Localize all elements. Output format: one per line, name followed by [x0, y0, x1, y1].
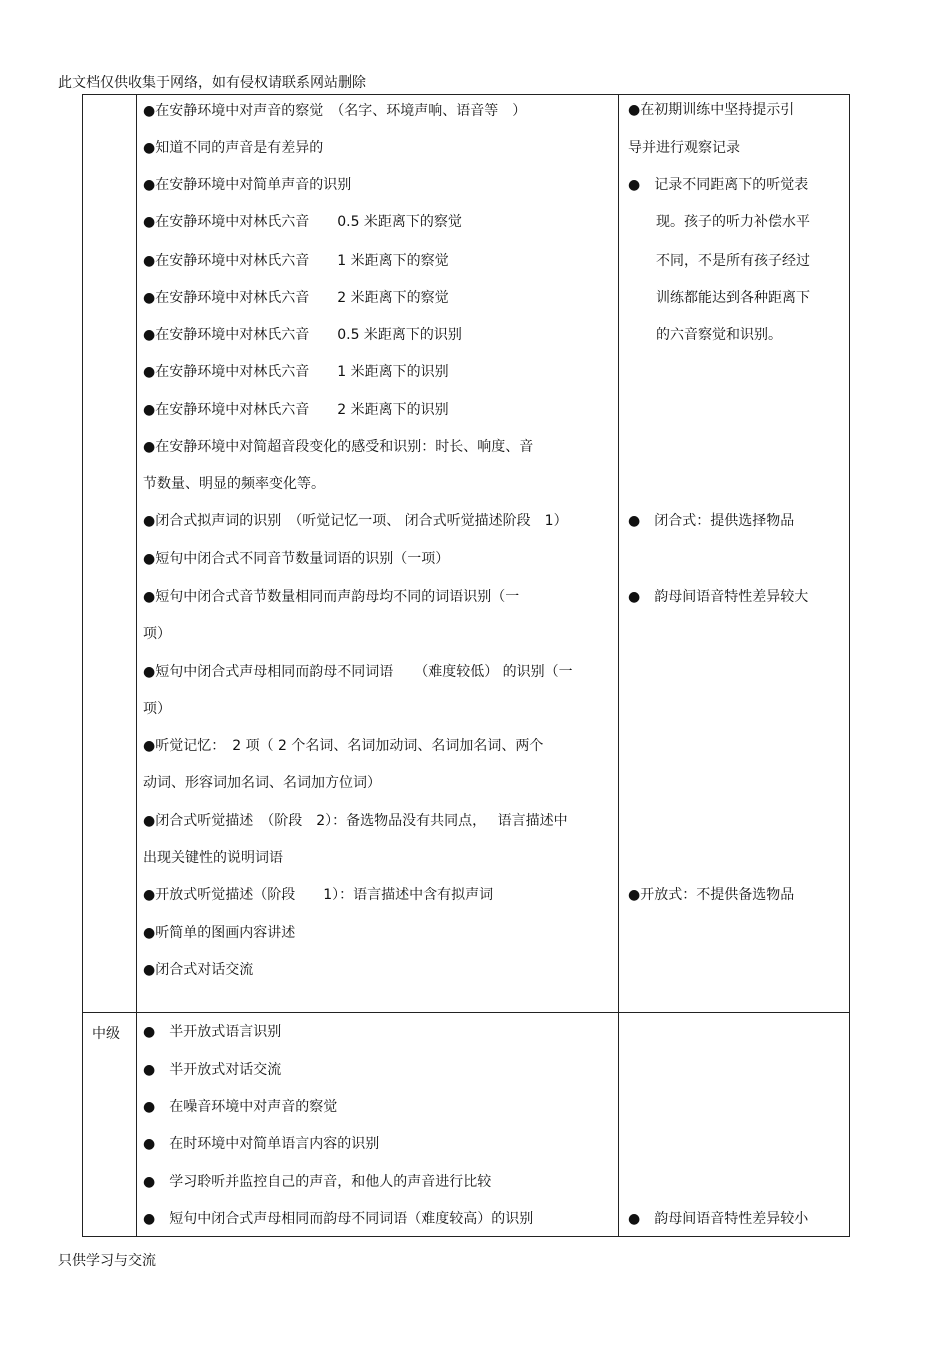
content-line: ●闭合式对话交流 — [143, 962, 254, 978]
content-line: ● 在噪音环境中对声音的察觉 — [143, 1099, 338, 1115]
note-line: 不同，不是所有孩子经过 — [628, 253, 810, 269]
content-line: ● 半开放式对话交流 — [143, 1062, 282, 1078]
content-line: ●在安静环境中对简单声音的识别 — [143, 177, 352, 193]
content-line: ●短句中闭合式不同音节数量词语的识别（一项） — [143, 551, 450, 567]
content-line: 动词、形容词加名词、名词加方位词） — [143, 775, 381, 791]
content-line: ●在安静环境中对林氏六音 2 米距离下的识别 — [143, 402, 449, 418]
content-line: ●短句中闭合式音节数量相同而声韵母均不同的词语识别（一 — [143, 589, 520, 605]
note-line: 导并进行观察记录 — [628, 140, 740, 156]
content-line: 项） — [143, 626, 171, 642]
note-line: ●开放式：不提供备选物品 — [628, 887, 795, 903]
content-line: ●在安静环境中对简超音段变化的感受和识别：时长、响度、音 — [143, 439, 534, 455]
content-line: ●在安静环境中对林氏六音 1 米距离下的察觉 — [143, 253, 449, 269]
content-line: ● 半开放式语言识别 — [143, 1024, 282, 1040]
content-line: ●在安静环境中对林氏六音 0.5 米距离下的察觉 — [143, 214, 462, 230]
content-line: ●开放式听觉描述（阶段 1）：语言描述中含有拟声词 — [143, 887, 494, 903]
content-line: 节数量、明显的频率变化等。 — [143, 476, 325, 492]
content-line: ●闭合式听觉描述 （阶段 2）：备选物品没有共同点， 语言描述中 — [143, 813, 568, 829]
note-line: ● 闭合式：提供选择物品 — [628, 513, 795, 529]
content-line: ●短句中闭合式声母相同而韵母不同词语 （难度较低） 的识别（一 — [143, 664, 573, 680]
content-line: ●在安静环境中对林氏六音 2 米距离下的察觉 — [143, 290, 449, 306]
content-line: ● 学习聆听并监控自己的声音，和他人的声音进行比较 — [143, 1174, 492, 1190]
content-line: 项） — [143, 701, 171, 717]
note-line: 现。孩子的听力补偿水平 — [628, 214, 810, 230]
footer-note: 只供学习与交流 — [58, 1253, 156, 1269]
content-line: 出现关键性的说明词语 — [143, 850, 283, 866]
note-line: ● 韵母间语音特性差异较小 — [628, 1211, 809, 1227]
content-line: ●在安静环境中对林氏六音 0.5 米距离下的识别 — [143, 327, 462, 343]
content-line: ●听觉记忆： 2 项（ 2 个名词、名词加动词、名词加名词、两个 — [143, 738, 544, 754]
note-line: ● 记录不同距离下的听觉表 — [628, 177, 809, 193]
content-line: ●听简单的图画内容讲述 — [143, 925, 296, 941]
note-line: ● 韵母间语音特性差异较大 — [628, 589, 809, 605]
note-line: 的六音察觉和识别。 — [628, 327, 782, 343]
header-note: 此文档仅供收集于网络，如有侵权请联系网站删除 — [58, 75, 366, 91]
note-line: 训练都能达到各种距离下 — [628, 290, 810, 306]
row-label-intermediate: 中级 — [92, 1026, 120, 1042]
content-line: ●在安静环境中对声音的察觉 （名字、环境声响、语音等 ） — [143, 103, 527, 119]
note-line: ●在初期训练中坚持提示引 — [628, 102, 795, 118]
content-line: ●知道不同的声音是有差异的 — [143, 140, 324, 156]
content-line: ●闭合式拟声词的识别 （听觉记忆一项、 闭合式听觉描述阶段 1） — [143, 513, 568, 529]
content-line: ● 短句中闭合式声母相同而韵母不同词语（难度较高）的识别 — [143, 1211, 534, 1227]
content-line: ●在安静环境中对林氏六音 1 米距离下的识别 — [143, 364, 449, 380]
content-line: ● 在时环境中对简单语言内容的识别 — [143, 1136, 380, 1152]
